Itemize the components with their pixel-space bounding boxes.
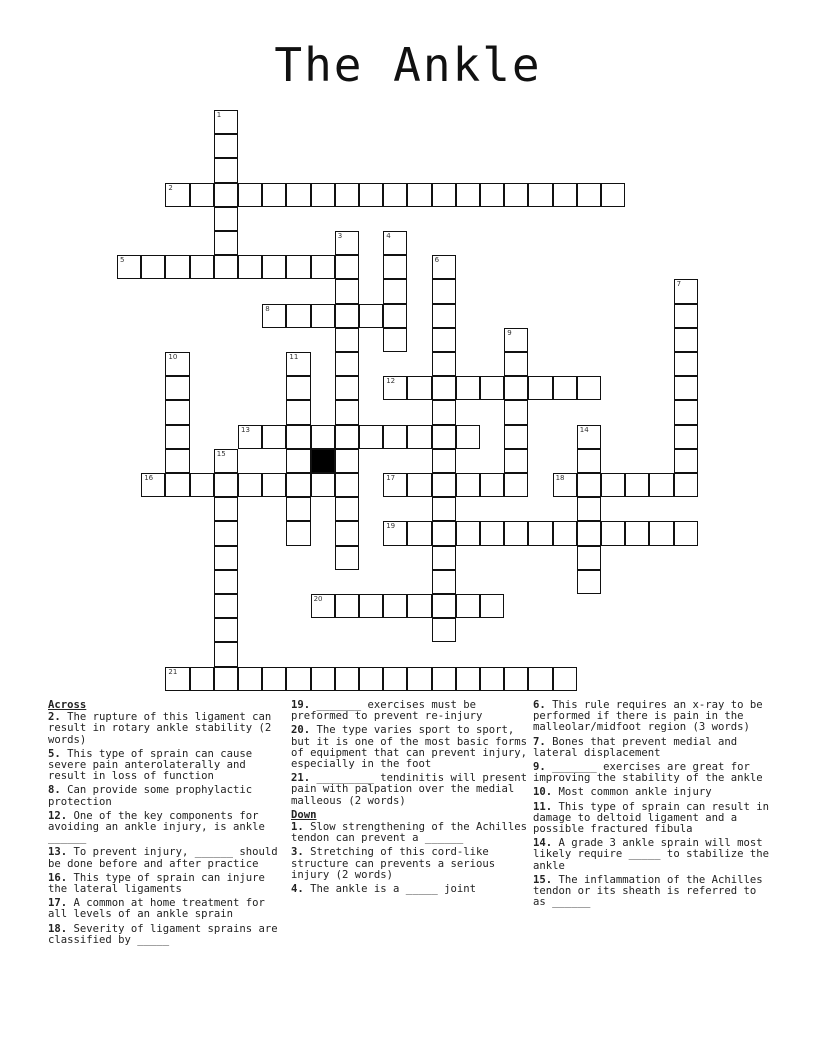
grid-cell[interactable] bbox=[674, 400, 698, 424]
clue-text: Can provide some prophylactic protection bbox=[48, 784, 253, 808]
grid-cell[interactable] bbox=[359, 594, 383, 618]
clue-number: 17 bbox=[386, 474, 396, 482]
grid-cell[interactable] bbox=[214, 546, 238, 570]
grid-cell[interactable] bbox=[286, 521, 310, 545]
clue-num: 3. bbox=[291, 846, 311, 859]
grid-cell[interactable] bbox=[286, 400, 310, 424]
clue-number: 12 bbox=[386, 377, 396, 386]
clue-num: 19. bbox=[291, 699, 317, 711]
grid-cell[interactable] bbox=[432, 425, 456, 449]
across-clue bbox=[48, 785, 284, 807]
grid-cell[interactable] bbox=[214, 497, 238, 521]
grid-cell[interactable] bbox=[480, 376, 504, 400]
grid-cell[interactable] bbox=[214, 207, 238, 231]
grid-cell[interactable] bbox=[432, 376, 456, 400]
grid-cell[interactable] bbox=[480, 667, 504, 691]
grid-cell[interactable] bbox=[528, 183, 552, 207]
clue-num: 5. bbox=[48, 747, 68, 760]
grid-cell[interactable] bbox=[553, 667, 577, 691]
grid-cell[interactable] bbox=[190, 255, 214, 279]
across-clue-list bbox=[48, 712, 284, 946]
grid-cell[interactable] bbox=[165, 255, 189, 279]
grid-cell[interactable] bbox=[504, 667, 528, 691]
grid-cell[interactable] bbox=[141, 255, 165, 279]
grid-cell[interactable] bbox=[674, 279, 698, 303]
grid-cell[interactable] bbox=[165, 473, 189, 497]
across-clue bbox=[48, 847, 284, 869]
grid-cell[interactable] bbox=[214, 449, 238, 473]
clue-text: _______ exercises must be preformed to prevent re-injury bbox=[291, 699, 483, 723]
grid-cell[interactable] bbox=[165, 400, 189, 424]
grid-cell[interactable] bbox=[214, 667, 238, 691]
grid-cell[interactable] bbox=[311, 255, 335, 279]
grid-cell[interactable] bbox=[190, 667, 214, 691]
grid-cell[interactable] bbox=[214, 570, 238, 594]
grid-cell[interactable] bbox=[504, 400, 528, 424]
across-clue bbox=[48, 898, 284, 920]
across-clue bbox=[48, 712, 284, 746]
grid-cell[interactable] bbox=[214, 642, 238, 666]
down-clue bbox=[291, 884, 527, 895]
grid-cell[interactable] bbox=[528, 667, 552, 691]
grid-cell[interactable] bbox=[286, 473, 310, 497]
grid-cell[interactable] bbox=[480, 594, 504, 618]
grid-cell[interactable] bbox=[286, 304, 310, 328]
grid-cell[interactable] bbox=[383, 328, 407, 352]
clue-number: 13 bbox=[241, 425, 250, 434]
grid-cell[interactable] bbox=[238, 183, 262, 207]
across-clue-list-continued bbox=[291, 700, 527, 807]
grid-cell[interactable] bbox=[674, 521, 698, 545]
clue-num: 14. bbox=[533, 837, 559, 850]
down-clue bbox=[533, 802, 769, 836]
clue-num: 10. bbox=[533, 786, 559, 799]
grid-cell[interactable] bbox=[335, 667, 359, 691]
grid-cell[interactable] bbox=[480, 183, 504, 207]
clue-num: 20. bbox=[291, 724, 317, 737]
clues-column-1 bbox=[48, 700, 284, 949]
grid-cell[interactable] bbox=[335, 304, 359, 328]
across-clue bbox=[48, 873, 284, 895]
grid-cell[interactable] bbox=[383, 473, 407, 497]
grid-cell[interactable] bbox=[432, 304, 456, 328]
grid-cell[interactable] bbox=[432, 667, 456, 691]
grid-cell[interactable] bbox=[214, 618, 238, 642]
grid-cell[interactable] bbox=[165, 352, 189, 376]
across-clue bbox=[291, 725, 527, 770]
grid-cell[interactable] bbox=[359, 304, 383, 328]
grid-cell[interactable] bbox=[504, 352, 528, 376]
clue-num: 8. bbox=[48, 784, 68, 797]
clue-text: Stretching of this cord-like structure can prevents a serious injury (2 words) bbox=[291, 846, 496, 881]
grid-cell[interactable] bbox=[311, 183, 335, 207]
grid-cell[interactable] bbox=[238, 473, 262, 497]
grid-cell[interactable] bbox=[214, 473, 238, 497]
grid-cell[interactable] bbox=[432, 521, 456, 545]
grid-cell[interactable] bbox=[456, 425, 480, 449]
down-clue bbox=[533, 762, 769, 784]
clue-number: 14 bbox=[579, 425, 589, 434]
clue-text: Severity of ligament sprains are classified by _____ bbox=[48, 922, 278, 946]
grid-cell[interactable] bbox=[528, 521, 552, 545]
clue-text: This type of sprain can result in damage to deltoid ligament and a possible fractured fibula bbox=[533, 800, 769, 836]
grid-cell[interactable] bbox=[165, 449, 189, 473]
grid-cell[interactable] bbox=[383, 521, 407, 545]
grid-cell[interactable] bbox=[117, 255, 141, 279]
grid-cell[interactable] bbox=[577, 473, 601, 497]
clue-num: 11. bbox=[533, 800, 559, 813]
grid-cell[interactable] bbox=[286, 255, 310, 279]
grid-cell[interactable] bbox=[286, 183, 310, 207]
grid-cell[interactable] bbox=[407, 594, 431, 618]
grid-cell[interactable] bbox=[286, 425, 310, 449]
clue-number: 15 bbox=[216, 449, 226, 458]
grid-cell[interactable] bbox=[480, 473, 504, 497]
clue-num: 21. bbox=[291, 772, 317, 785]
grid-cell[interactable] bbox=[141, 473, 165, 497]
clue-text: _________ tendinitis will present pain with palpation over the medial malleous (2 words) bbox=[291, 772, 527, 807]
grid-cell[interactable] bbox=[432, 352, 456, 376]
grid-cell[interactable] bbox=[407, 667, 431, 691]
grid-cell[interactable] bbox=[359, 183, 383, 207]
down-clue bbox=[533, 700, 769, 734]
clue-number: 10 bbox=[168, 353, 178, 361]
down-clue bbox=[533, 838, 769, 872]
grid-cell[interactable] bbox=[238, 425, 262, 449]
grid-cell[interactable] bbox=[553, 473, 577, 497]
clue-text: To prevent injury, ______ should be done before and after practice bbox=[48, 846, 278, 870]
clue-text: The ankle is a _____ joint bbox=[310, 883, 476, 896]
grid-cell[interactable] bbox=[407, 376, 431, 400]
clue-number: 16 bbox=[144, 474, 154, 482]
grid-cell[interactable] bbox=[165, 183, 189, 207]
grid-cell[interactable] bbox=[674, 328, 698, 352]
clue-number: 4 bbox=[386, 232, 391, 240]
grid-cell[interactable] bbox=[601, 521, 625, 545]
grid-cell[interactable] bbox=[601, 473, 625, 497]
grid-cell[interactable] bbox=[504, 449, 528, 473]
grid-cell[interactable] bbox=[456, 183, 480, 207]
grid-cell[interactable] bbox=[238, 255, 262, 279]
grid-cell[interactable] bbox=[286, 497, 310, 521]
grid-cell[interactable] bbox=[335, 352, 359, 376]
grid-cell[interactable] bbox=[407, 473, 431, 497]
clues-column-3 bbox=[533, 700, 769, 911]
grid-cell[interactable] bbox=[262, 255, 286, 279]
clue-number: 2 bbox=[168, 183, 173, 192]
grid-cell[interactable] bbox=[214, 110, 238, 134]
clue-text: Bones that prevent medial and lateral displacement bbox=[533, 735, 738, 759]
clue-number: 9 bbox=[507, 328, 512, 337]
clue-number: 7 bbox=[676, 280, 682, 289]
clue-number: 19 bbox=[386, 522, 396, 531]
grid-cell[interactable] bbox=[504, 425, 528, 449]
grid-cell[interactable] bbox=[649, 521, 673, 545]
grid-cell[interactable] bbox=[674, 473, 698, 497]
grid-cell[interactable] bbox=[577, 425, 601, 449]
grid-cell[interactable] bbox=[214, 594, 238, 618]
grid-cell[interactable] bbox=[214, 231, 238, 255]
grid-cell[interactable] bbox=[335, 449, 359, 473]
grid-cell[interactable] bbox=[262, 183, 286, 207]
grid-cell[interactable] bbox=[383, 183, 407, 207]
grid-cell[interactable] bbox=[480, 521, 504, 545]
clue-num: 18. bbox=[48, 922, 74, 935]
grid-cell[interactable] bbox=[432, 400, 456, 424]
down-clue bbox=[291, 847, 527, 881]
grid-cell[interactable] bbox=[214, 255, 238, 279]
grid-cell[interactable] bbox=[335, 497, 359, 521]
grid-cell[interactable] bbox=[432, 594, 456, 618]
across-clue bbox=[291, 773, 527, 807]
grid-cell[interactable] bbox=[214, 183, 238, 207]
grid-cell[interactable] bbox=[262, 304, 286, 328]
grid-cell[interactable] bbox=[674, 449, 698, 473]
clue-text: Slow strengthening of the Achilles tendon can prevent a ______ bbox=[291, 821, 527, 845]
grid-cell[interactable] bbox=[504, 328, 528, 352]
grid-cell[interactable] bbox=[674, 304, 698, 328]
grid-cell[interactable] bbox=[165, 376, 189, 400]
grid-cell[interactable] bbox=[504, 376, 528, 400]
grid-cell[interactable] bbox=[335, 255, 359, 279]
grid-cell[interactable] bbox=[311, 425, 335, 449]
down-clue bbox=[533, 787, 769, 798]
grid-cell[interactable] bbox=[456, 667, 480, 691]
grid-cell[interactable] bbox=[432, 255, 456, 279]
grid-cell[interactable] bbox=[504, 473, 528, 497]
down-clue-list bbox=[291, 822, 527, 895]
clue-num: 12. bbox=[48, 809, 74, 822]
grid-cell[interactable] bbox=[311, 473, 335, 497]
clue-num: 16. bbox=[48, 871, 74, 884]
down-clue bbox=[533, 875, 769, 909]
grid-cell[interactable] bbox=[190, 473, 214, 497]
black-cell bbox=[311, 449, 335, 473]
grid-cell[interactable] bbox=[335, 425, 359, 449]
grid-cell[interactable] bbox=[407, 521, 431, 545]
grid-cell[interactable] bbox=[165, 425, 189, 449]
clue-text: Most common ankle injury bbox=[558, 786, 712, 799]
grid-cell[interactable] bbox=[286, 449, 310, 473]
grid-cell[interactable] bbox=[577, 449, 601, 473]
clue-text: The type varies sport to sport, but it is one of the most basic forms of equipment that can prevent injury, especially in the foot bbox=[291, 724, 527, 771]
grid-cell[interactable] bbox=[577, 546, 601, 570]
grid-cell[interactable] bbox=[286, 352, 310, 376]
clue-num: 15. bbox=[533, 873, 559, 886]
grid-cell[interactable] bbox=[190, 183, 214, 207]
grid-cell[interactable] bbox=[456, 521, 480, 545]
grid-cell[interactable] bbox=[335, 231, 359, 255]
grid-cell[interactable] bbox=[625, 473, 649, 497]
clue-text: _______ exercises are great for improving the stability of the ankle bbox=[533, 761, 763, 785]
grid-cell[interactable] bbox=[214, 158, 238, 182]
grid-cell[interactable] bbox=[601, 183, 625, 207]
grid-cell[interactable] bbox=[432, 328, 456, 352]
grid-cell[interactable] bbox=[432, 497, 456, 521]
grid-cell[interactable] bbox=[577, 376, 601, 400]
grid-cell[interactable] bbox=[456, 376, 480, 400]
grid-cell[interactable] bbox=[674, 376, 698, 400]
grid-cell[interactable] bbox=[383, 425, 407, 449]
grid-cell[interactable] bbox=[335, 546, 359, 570]
clue-num: 13. bbox=[48, 846, 74, 859]
grid-cell[interactable] bbox=[359, 667, 383, 691]
grid-cell[interactable] bbox=[553, 183, 577, 207]
clue-text: This type of sprain can injure the lateral ligaments bbox=[48, 871, 265, 896]
grid-cell[interactable] bbox=[432, 279, 456, 303]
across-clue bbox=[48, 749, 284, 783]
clue-number: 1 bbox=[216, 111, 222, 119]
grid-cell[interactable] bbox=[674, 425, 698, 449]
clue-text: A grade 3 ankle sprain will most likely require _____ to stabilize the ankle bbox=[533, 837, 769, 872]
grid-cell[interactable] bbox=[432, 570, 456, 594]
grid-cell[interactable] bbox=[335, 376, 359, 400]
grid-cell[interactable] bbox=[383, 376, 407, 400]
grid-cell[interactable] bbox=[335, 279, 359, 303]
clue-text: One of the key components for avoiding an ankle injury, is ankle ______ bbox=[48, 809, 265, 845]
grid-cell[interactable] bbox=[311, 667, 335, 691]
grid-cell[interactable] bbox=[528, 376, 552, 400]
grid-cell[interactable] bbox=[311, 594, 335, 618]
grid-cell[interactable] bbox=[286, 376, 310, 400]
clue-num: 1. bbox=[291, 821, 311, 834]
clue-num: 17. bbox=[48, 897, 74, 910]
grid-cell[interactable] bbox=[311, 304, 335, 328]
clue-number: 6 bbox=[434, 256, 440, 265]
clue-text: This type of sprain can cause severe pain anterolaterally and result in loss of function bbox=[48, 747, 253, 783]
clue-text: A common at home treatment for all levels of an ankle sprain bbox=[48, 897, 265, 921]
grid-cell[interactable] bbox=[262, 425, 286, 449]
grid-cell[interactable] bbox=[625, 521, 649, 545]
grid-cell[interactable] bbox=[335, 473, 359, 497]
grid-cell[interactable] bbox=[165, 667, 189, 691]
down-clue bbox=[291, 822, 527, 844]
grid-cell[interactable] bbox=[335, 521, 359, 545]
grid-cell[interactable] bbox=[383, 231, 407, 255]
grid-cell[interactable] bbox=[432, 546, 456, 570]
grid-cell[interactable] bbox=[553, 521, 577, 545]
grid-cell[interactable] bbox=[407, 425, 431, 449]
clue-num: 9. bbox=[533, 761, 553, 774]
clue-num: 4. bbox=[291, 883, 311, 896]
clues-column-2 bbox=[291, 700, 527, 898]
grid-cell[interactable] bbox=[214, 521, 238, 545]
clue-number: 18 bbox=[555, 474, 565, 482]
grid-cell[interactable] bbox=[335, 183, 359, 207]
across-clue bbox=[48, 924, 284, 946]
grid-cell[interactable] bbox=[456, 473, 480, 497]
clue-text: The rupture of this ligament can result in rotary ankle stability (2 words) bbox=[48, 711, 272, 746]
grid-cell[interactable] bbox=[553, 376, 577, 400]
clue-num: 7. bbox=[533, 735, 553, 748]
grid-cell[interactable] bbox=[407, 183, 431, 207]
clue-number: 11 bbox=[289, 353, 299, 361]
grid-cell[interactable] bbox=[214, 134, 238, 158]
grid-cell[interactable] bbox=[238, 667, 262, 691]
clue-text: The inflammation of the Achilles tendon or its sheath is referred to as ______ bbox=[533, 873, 763, 909]
grid-cell[interactable] bbox=[649, 473, 673, 497]
clue-number: 5 bbox=[120, 256, 125, 265]
clue-num: 2. bbox=[48, 711, 68, 724]
clue-text: This rule requires an x-ray to be performed if there is pain in the malleolar/midfoot region (3 words) bbox=[533, 699, 763, 734]
down-clue-list-continued bbox=[533, 700, 769, 908]
grid-cell[interactable] bbox=[432, 618, 456, 642]
page-title: The Ankle bbox=[274, 38, 542, 92]
clue-num: 6. bbox=[533, 699, 553, 711]
grid-cell[interactable] bbox=[335, 594, 359, 618]
clue-number: 8 bbox=[265, 304, 270, 313]
grid-cell[interactable] bbox=[432, 449, 456, 473]
grid-cell[interactable] bbox=[674, 352, 698, 376]
across-header: Across bbox=[48, 699, 87, 711]
clue-number: 21 bbox=[168, 667, 178, 676]
down-header: Down bbox=[291, 808, 317, 821]
down-clue bbox=[533, 737, 769, 759]
grid-cell[interactable] bbox=[577, 183, 601, 207]
grid-cell[interactable] bbox=[383, 279, 407, 303]
grid-cell[interactable] bbox=[577, 570, 601, 594]
grid-cell[interactable] bbox=[577, 521, 601, 545]
grid-cell[interactable] bbox=[504, 183, 528, 207]
grid-cell[interactable] bbox=[432, 473, 456, 497]
grid-cell[interactable] bbox=[577, 497, 601, 521]
grid-cell[interactable] bbox=[383, 594, 407, 618]
grid-cell[interactable] bbox=[432, 183, 456, 207]
clue-number: 3 bbox=[337, 232, 343, 240]
across-clue bbox=[48, 811, 284, 845]
grid-cell[interactable] bbox=[286, 667, 310, 691]
grid-cell[interactable] bbox=[359, 425, 383, 449]
grid-cell[interactable] bbox=[383, 304, 407, 328]
clue-number: 20 bbox=[313, 595, 323, 603]
grid-cell[interactable] bbox=[262, 473, 286, 497]
grid-cell[interactable] bbox=[456, 594, 480, 618]
across-clue bbox=[291, 700, 527, 722]
grid-cell[interactable] bbox=[383, 255, 407, 279]
grid-cell[interactable] bbox=[504, 521, 528, 545]
grid-cell[interactable] bbox=[335, 328, 359, 352]
grid-cell[interactable] bbox=[335, 400, 359, 424]
grid-cell[interactable] bbox=[383, 667, 407, 691]
grid-cell[interactable] bbox=[262, 667, 286, 691]
